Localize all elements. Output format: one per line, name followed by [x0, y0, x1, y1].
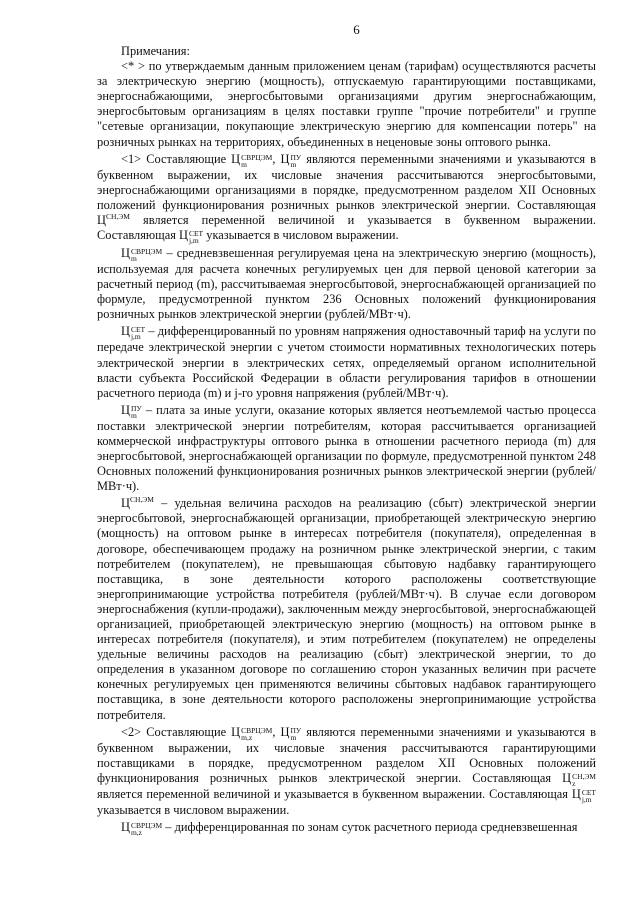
symbol-c-svrcem-m: Ц СВРЦЭМ m [121, 246, 163, 264]
definition-c-svrcem: Ц СВРЦЭМ m – средневзвешенная регулируемая цена на электрическую энергию (мощность), используемая для расчета конечных регулируемых цен для первой ценовой категории за расчетный период (m), рассчитываемая энергосбытовой, энергоснабжающей организацией по формуле, предусмотренной пунктом 236 Основных положений функционирования розничных рынков электрической энергии (рублей/МВт·ч). [97, 246, 596, 322]
symbol-c-snem: $Ц^{СН,ЭМ}$ [97, 211, 130, 227]
symbol-c-snem-z: Ц СН,ЭМ z [562, 770, 596, 788]
symbol-c-svrcem-mz: Ц СВРЦЭМ m,z [121, 819, 163, 837]
definition-c-set: Ц СЕТ j,m – дифференцированный по уровням напряжения одноставочный тариф на услуги по передаче электрической энергии с учетом стоимости нормативных технологических потерь электрической энергии в электрических сетях, определяемый органом исполнительной власти субъекта Российской Федерации в области регулирования тарифов в отношении расчетного периода (m) и j-го уровня напряжения (рублей/МВт·ч). [97, 324, 596, 400]
symbol-c-pu-m: Ц ПУ m [280, 151, 302, 169]
note-2-text-a: являются переменными значениями и указываются в буквенном выражении, их числовые значения рассчитываются гарантирующими поставщиками в порядке, предусмотренном разделом XII Основных положений функционирования розничных рынков электрической энергии. Составляющая [97, 724, 596, 785]
definition-c-svrcem-mz: Ц СВРЦЭМ m,z – дифференцированная по зонам суток расчетного периода средневзвешенная [121, 819, 578, 837]
symbol-c-pu-m: Ц ПУ m [121, 402, 142, 420]
symbol-c-snem: $Ц^{СН,ЭМ}$ [121, 495, 154, 511]
symbol-c-pu-m: Ц ПУ m [280, 724, 302, 742]
note-1-text-b: является переменной величиной и указывается в буквенном выражении. Составляющая [97, 212, 596, 243]
note-1-text-a: являются переменными значениями и указываются в буквенном выражении, их числовые значения рассчитываются энергосбытовыми, энергоснабжающими организациями в порядке, предусмотренном разделом XII Основных положений функционирования розничных рынков электрической энергии. Составляющая [97, 151, 596, 212]
note-1-text-c: указывается в числовом выражении. [206, 228, 399, 243]
page-number: 6 [353, 22, 360, 37]
note-2-text-b: является переменной величиной и указывается в буквенном выражении. Составляющая [97, 786, 568, 801]
note-1-intro: <1> Составляющие [121, 151, 227, 166]
note-2: <2> Составляющие Ц СВРЦЭМ m,z , Ц ПУ m являются переменными значениями и указываются в буквенном выражении, их числовые значения рассчитываются гарантирующими поставщиками в порядке, предусмотренном разделом XII Основных положений функционирования розничных рынков электрической энергии. Составляющая Ц СН,ЭМ z является переменной величиной и указывается в буквенном выражении. Составляющая Ц СЕТ j,m указывается в числовом выражении. [97, 724, 596, 817]
note-2-intro: <2> Составляющие [121, 724, 227, 739]
symbol-c-svrcem-m: Ц СВРЦЭМ m [231, 151, 273, 169]
symbol-c-svrcem-mz: Ц СВРЦЭМ m,z [231, 724, 273, 742]
note-1: <1> Составляющие Ц СВРЦЭМ m , Ц ПУ m являются переменными значениями и указываются в буквенном выражении, их числовые значения рассчитываются энергосбытовыми, энергоснабжающими организациями в порядке, предусмотренном разделом XII Основных положений функционирования розничных рынков электрической энергии. Составляющая $Ц^{СН,ЭМ}$ является переменной величиной и указывается в буквенном выражении. Составляющая Ц СЕТ j,m указывается в числовом выражении. [97, 151, 596, 246]
notes-heading: Примечания: [121, 44, 190, 58]
note-asterisk: <* > по утверждаемым данным приложением ценам (тарифам) осуществляются расчеты за электрическую энергию (мощность), отпускаемую гарантирующими поставщиками, энергоснабжающими, энергосбытовыми организациями другим энергоснабжающим, энергосбытовым организациям в целях поставки группе "прочие потребители" и группе "сетевые организации, покупающие электрическую энергию для компенсации потерь" на розничных рынках на территориях, объединенных в неценовые зоны оптового рынка. [97, 59, 596, 149]
definition-c-snem: $Ц^{СН,ЭМ}$ – удельная величина расходов на реализацию (сбыт) электрической энергии энергосбытовой, энергоснабжающей организации, приобретающей электрическую энергию (мощность) на оптовом рынке в интересах потребителя (покупателя), определенная в договоре, обеспечивающем продажу на розничном рынке электрической энергии, с таким потребителем (покупателем), не превышающая сбытовую надбавку гарантирующего поставщика, в зоне деятельности которого расположены соответствующие энергопринимающие устройства потребителя (рублей/МВт·ч). В случае если договором энергоснабжения (купли-продажи), заключенным между энергосбытовой, энергоснабжающей организацией, приобретающей электрическую энергию (мощность) на оптовом рынке в интересах потребителя (покупателя), и этим потребителем (покупателем) не определены удельные величины расходов на реализацию (сбыт) электрической энергии, то до определения в указанном договоре по соглашению сторон указанных величин при расчете конечных регулируемых цен применяются величины сбытовых надбавок гарантирующего поставщика, в зоне деятельности которого расположены энергопринимающие устройства потребителя. [97, 495, 596, 722]
note-2-text-c: указывается в числовом выражении. [97, 802, 290, 817]
definition-c-pu: Ц ПУ m – плата за иные услуги, оказание которых является неотъемлемой частью процесса поставки электрической энергии потребителям, которая рассчитывается организацией коммерческой инфраструктуры оптового рынка в отношении расчетного периода (m) для энергосбытовой, энергоснабжающей организации по формуле, предусмотренной пунктом 248 Основных положений функционирования розничных рынков электрической энергии (рублей/МВт·ч). [97, 402, 596, 494]
symbol-c-set-jm: Ц СЕТ j,m [179, 228, 204, 246]
symbol-c-set-jm: Ц СЕТ j,m [571, 786, 596, 804]
symbol-c-set-jm: Ц СЕТ j,m [121, 324, 146, 342]
